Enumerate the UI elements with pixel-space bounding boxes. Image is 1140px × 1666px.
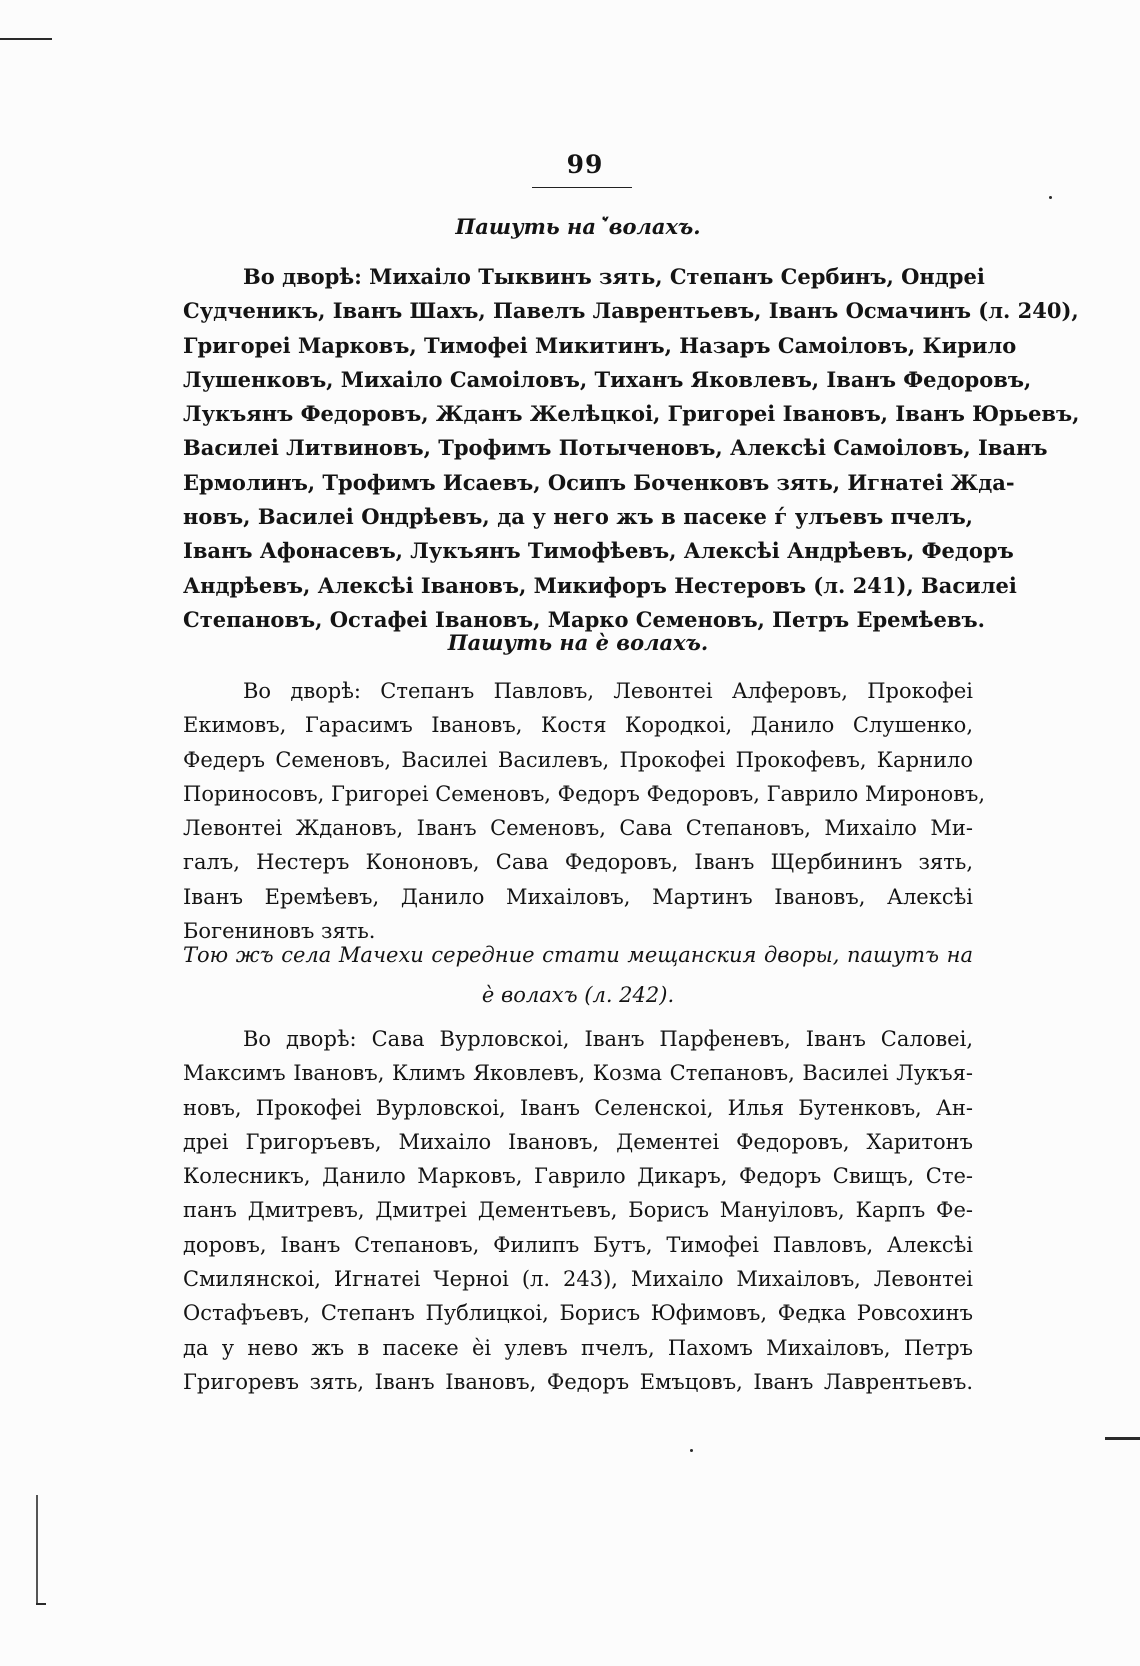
scan-edge-mark-top-left	[0, 38, 52, 40]
scan-edge-tick-bottom-left	[36, 1603, 46, 1605]
scan-edge-mark-bottom-left	[36, 1495, 38, 1605]
text-line: панъ Дмитревъ, Дмитреі Дементьевъ, Борисъ Мануіловъ, Карпъ Фе-	[183, 1198, 973, 1223]
text-line: Василеі Литвиновъ, Трофимъ Потыченовъ, Алексѣі Самоіловъ, Іванъ	[183, 435, 1048, 461]
scan-speck	[1049, 196, 1052, 199]
section-heading-3-line-1: Тою жъ села Мачехи середние стати мещанския дворы, пашутъ на	[183, 943, 973, 967]
text-line: Во дворѣ: Степанъ Павловъ, Левонтеі Алферовъ, Прокофеі	[243, 679, 973, 703]
text-line: Іванъ Афонасевъ, Лукъянъ Тимофѣевъ, Алексѣі Андрѣевъ, Федоръ	[183, 538, 1014, 564]
text-line: Во дворѣ: Михаіло Тыквинъ зять, Степанъ Сербинъ, Ондреі	[243, 264, 985, 289]
text-line: Лушенковъ, Михаіло Самоіловъ, Тиханъ Яковлевъ, Іванъ Федоровъ,	[183, 366, 1032, 392]
text-line: Во дворѣ: Сава Вурловскоі, Іванъ Парфеневъ, Іванъ Саловеі,	[243, 1027, 973, 1051]
scan-edge-mark-right	[1105, 1437, 1140, 1440]
text-line: Смилянскоі, Игнатеі Черноі (л. 243), Михаіло Михаіловъ, Левонтеі	[183, 1267, 973, 1292]
page-number-rule	[532, 187, 632, 188]
text-line: Лукъянъ Федоровъ, Жданъ Желѣцкоі, Григореі Івановъ, Іванъ Юрьевъ,	[183, 401, 1080, 427]
section-heading-2: Пашуть на ѐ волахъ.	[447, 630, 709, 655]
text-line: новъ, Прокофеі Вурловскоі, Іванъ Селенскоі, Илья Бутенковъ, Ан-	[183, 1095, 973, 1120]
text-line: Андрѣевъ, Алексѣі Івановъ, Микифоръ Нестеровъ (л. 241), Василеі	[183, 572, 1017, 598]
section-heading-3-line-2: ѐ волахъ (л. 242).	[481, 983, 675, 1007]
text-line: Левонтеі Ждановъ, Іванъ Семеновъ, Сава Степановъ, Михаіло Ми-	[183, 816, 973, 841]
text-line: Максимъ Івановъ, Климъ Яковлевъ, Козма Степановъ, Василеі Лукъя-	[183, 1061, 973, 1086]
section-3-paragraph	[183, 1022, 973, 1399]
text-line: Екимовъ, Гарасимъ Івановъ, Костя Кородкоі, Данило Слушенко,	[183, 713, 973, 738]
text-line: Богениновъ зять.	[183, 919, 376, 944]
text-line: галъ, Нестеръ Кононовъ, Сава Федоровъ, Іванъ Щербининъ зять,	[183, 850, 973, 875]
text-line: Колесникъ, Данило Марковъ, Гаврило Дикаръ, Федоръ Свищъ, Сте-	[183, 1164, 973, 1189]
text-line: доровъ, Іванъ Степановъ, Филипъ Бутъ, Тимофеі Павловъ, Алексѣі	[183, 1232, 973, 1257]
text-line: Пориносовъ, Григореі Семеновъ, Федоръ Федоровъ, Гаврило Мироновъ,	[183, 781, 986, 806]
section-2-paragraph	[183, 674, 986, 948]
section-heading-1: Пашуть на ꙽ волахъ.	[455, 214, 701, 239]
section-1-paragraph	[183, 260, 1080, 637]
scan-speck	[690, 1449, 693, 1452]
text-line: Іванъ Еремѣевъ, Данило Михаіловъ, Мартинъ Івановъ, Алексѣі	[183, 884, 973, 909]
text-line: новъ, Василеі Ондрѣевъ, да у него жъ в пасеке ѓ улъевъ пчелъ,	[183, 504, 973, 530]
text-line: Григореі Марковъ, Тимофеі Микитинъ, Назаръ Самоіловъ, Кирило	[183, 332, 1017, 358]
text-line: Григоревъ зять, Іванъ Івановъ, Федоръ Емъцовъ, Іванъ Лаврентьевъ.	[183, 1369, 973, 1394]
page-number: 99	[566, 150, 604, 179]
text-line: Федеръ Семеновъ, Василеі Василевъ, Прокофеі Прокофевъ, Карнило	[183, 747, 973, 772]
text-line: да у нево жъ в пасеке ѐі улевъ пчелъ, Пахомъ Михаіловъ, Петръ	[183, 1335, 973, 1360]
text-line: дреі Григоръевъ, Михаіло Івановъ, Дементеі Федоровъ, Харитонъ	[183, 1129, 973, 1154]
text-line: Ермолинъ, Трофимъ Исаевъ, Осипъ Боченковъ зять, Игнатеі Жда-	[183, 469, 1015, 495]
text-line: Степановъ, Остафеі Івановъ, Марко Семеновъ, Петръ Еремѣевъ.	[183, 606, 985, 632]
text-line: Судченикъ, Іванъ Шахъ, Павелъ Лаврентьевъ, Іванъ Осмачинъ (л. 240),	[183, 298, 1079, 324]
text-line: Остафъевъ, Степанъ Публицкоі, Борисъ Юфимовъ, Федка Ровсохинъ	[183, 1301, 973, 1326]
